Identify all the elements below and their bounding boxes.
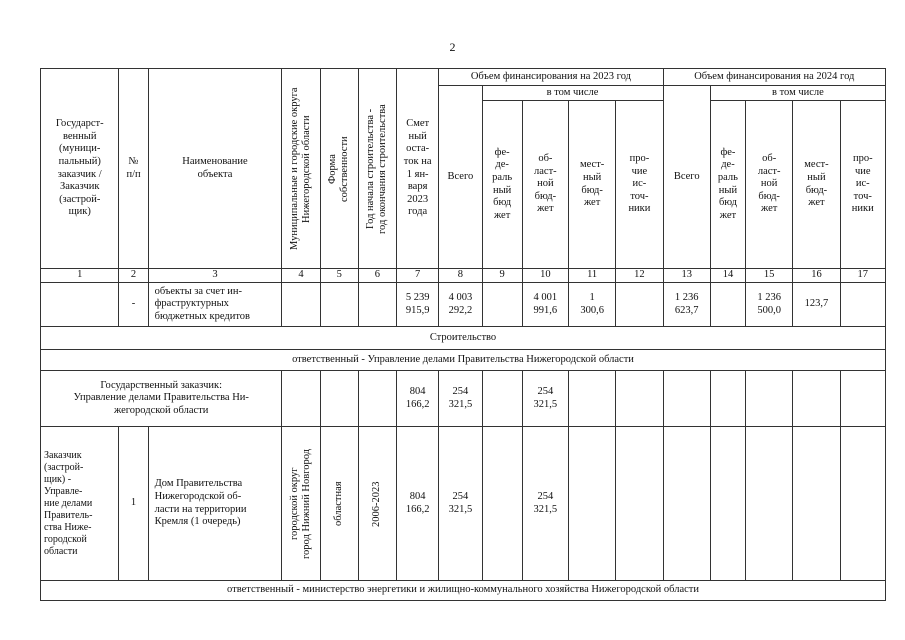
object-ownership: областная [320,427,358,581]
total-2023: 4 003 292,2 [439,283,482,327]
regional-2023: 254 321,5 [522,427,568,581]
estimate-balance: 5 239 915,9 [397,283,439,327]
page-number: 2 [449,40,456,54]
header-object-name: Наименование объекта [148,69,282,269]
header-municipality: Муниципальные и городские округа Нижегородской области [282,69,320,269]
regional-2024: 1 236 500,0 [746,283,793,327]
column-number: 2 [119,269,148,283]
header-other-2024: про- чие ис- точ- ники [840,101,885,269]
header-num: № п/п [119,69,148,269]
header-including-2023: в том числе [482,86,663,101]
state-customer-row [41,371,886,427]
header-regional-2024: об- ласт- ной бюд- жет [746,101,793,269]
regional-2023: 4 001 991,6 [522,283,568,327]
regional-2023: 254 321,5 [522,371,568,427]
column-number: 11 [569,269,616,283]
column-number: 9 [482,269,522,283]
column-number: 1 [41,269,119,283]
object-customer: Заказчик (застрой- щик) - Управле- ние делами Правитель- ства Ниже- городской области [41,427,119,581]
header-fin-2024: Объем финансирования на 2024 год [663,69,885,86]
header-including-2024: в том числе [710,86,885,101]
header-years: Год начала строительства - год окончания строительства [358,69,396,269]
column-number: 12 [616,269,663,283]
responsible-admin: ответственный - Управление делами Правительства Нижегородской области [41,350,886,371]
object-row [41,427,886,581]
responsible-energy: ответственный - министерство энергетики и жилищно-коммунального хозяйства Нижегородской области [41,581,886,601]
total-2024: 1 236 623,7 [663,283,710,327]
column-number: 6 [358,269,396,283]
header-federal-2023: фе- де- раль ный бюд жет [482,101,522,269]
header-fin-2023: Объем финансирования на 2023 год [439,69,663,86]
header-total-2023: Всего [439,86,482,269]
total-2023: 254 321,5 [439,427,482,581]
column-number: 13 [663,269,710,283]
header-estimate-balance: Смет ный оста- ток на 1 ян- варя 2023 года [397,69,439,269]
column-number: 8 [439,269,482,283]
header-total-2024: Всего [663,86,710,269]
column-number: 7 [397,269,439,283]
column-number: 10 [522,269,568,283]
row-num: - [119,283,148,327]
header-local-2024: мест- ный бюд- жет [793,101,840,269]
column-number-row [41,269,886,283]
section-title: Строительство [41,327,886,350]
object-name: Дом Правительства Нижегородской об- ласти на территории Кремля (1 очередь) [148,427,282,581]
row-num: 1 [119,427,148,581]
local-2024: 123,7 [793,283,840,327]
header-ownership: Форма собственности [320,69,358,269]
header-regional-2023: об- ласт- ной бюд- жет [522,101,568,269]
local-2023: 1 300,6 [569,283,616,327]
object-municipality: городской округ город Нижний Новгород [282,427,320,581]
estimate-balance: 804 166,2 [397,427,439,581]
header-other-2023: про- чие ис- точ- ники [616,101,663,269]
estimate-balance: 804 166,2 [397,371,439,427]
infra-credits-row [41,283,886,327]
column-number: 4 [282,269,320,283]
column-number: 16 [793,269,840,283]
column-number: 3 [148,269,282,283]
column-number: 17 [840,269,885,283]
object-years: 2006-2023 [358,427,396,581]
column-number: 15 [746,269,793,283]
object-name: объекты за счет ин- фраструктурных бюджетных кредитов [148,283,282,327]
column-number: 14 [710,269,745,283]
header-customer: Государст- венный (муници- пальный) заказчик / Заказчик (застрой- щик) [41,69,119,269]
column-number: 5 [320,269,358,283]
header-local-2023: мест- ный бюд- жет [569,101,616,269]
financing-table [40,68,886,601]
header-federal-2024: фе- де- раль ный бюд жет [710,101,745,269]
state-customer-label: Государственный заказчик: Управление делами Правительства Ни- жегородской области [41,371,282,427]
total-2023: 254 321,5 [439,371,482,427]
